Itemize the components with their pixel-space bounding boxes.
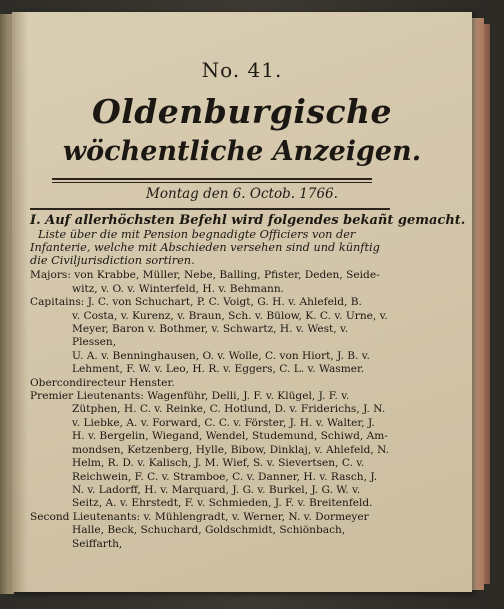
page-stack-edge: [472, 18, 484, 590]
entry-majors: [30, 269, 392, 296]
date-rule: [30, 208, 390, 210]
entry-line: U. A. v. Benninghausen, O. v. Wolle, C. von Hiort, J. B. v.: [72, 349, 370, 362]
entry-line: Capitains: J. C. von Schuchart, P. C. Voigt, G. H. v. Ahlefeld, B.: [30, 296, 362, 309]
entry-line: H. v. Bergelin, Wiegand, Wendel, Studemund, Schiwd, Am-: [72, 430, 388, 443]
entry-line: Second Lieutenants: v. Mühlengradt, v. Werner, N. v. Dormeyer: [30, 510, 369, 523]
entry-line: Majors: von Krabbe, Müller, Nebe, Balling, Pfister, Deden, Seide-: [30, 269, 380, 282]
issue-date: Montag den 6. Octob. 1766.: [146, 186, 338, 202]
entry-obercondirecteur: [30, 377, 392, 390]
entry-line: Lehment, F. W. v. Leo, H. R. v. Eggers, C. L. v. Wasmer.: [72, 363, 365, 376]
entry-line: Premier Lieutenants: Wagenführ, Delli, J. F. v. Klügel, J. F. v.: [30, 390, 350, 403]
entry-line: v. Liebke, A. v. Forward, C. C. v. Förster, J. H. v. Walter, J.: [72, 416, 375, 429]
entry-line: mondsen, Ketzenberg, Hylle, Bibow, Dinklaj, v. Ahlefeld, N.: [72, 443, 390, 456]
article-body: [30, 212, 466, 551]
page-stack-shadow: [484, 24, 490, 584]
entry-line: N. v. Ladorff, H. v. Marquard, J. G. v. Burkel, J. G. W. v.: [72, 483, 361, 496]
entry-line: v. Costa, v. Kurenz, v. Braun, Sch. v. Bülow, K. C. v. Urne, v.: [72, 309, 388, 322]
issue-number: No. 41.: [201, 58, 283, 82]
entry-second-lieutenants: [30, 511, 392, 551]
masthead-rule-thin: [52, 182, 372, 183]
entry-line: Halle, Beck, Schuchard, Goldschmidt, Schiönbach, Seiffarth,: [72, 524, 346, 550]
article-subheading: Liste über die mit Pension begnadigte Officiers von der Infanterie, welche mit Abschieden versehen sind und künftig die Civiljurisdiction sortiren.: [30, 228, 380, 268]
masthead-title: Oldenburgische: [91, 92, 393, 131]
entry-line: Helm, R. D. v. Kalisch, J. M. Wief, S. v. Sievertsen, C. v.: [72, 457, 365, 470]
entry-premier-lieutenants: [30, 390, 392, 511]
entry-line: Reichwein, F. C. v. Stramboe, C. v. Danner, H. v. Rasch, J.: [72, 470, 378, 483]
masthead-subtitle: wöchentliche Anzeigen.: [62, 136, 422, 167]
entry-line: Zütphen, H. C. v. Reinke, C. Hotlund, D. v. Friderichs, J. N.: [72, 403, 386, 416]
entry-capitains: [30, 296, 392, 376]
article-heading: I. Auf allerhöchsten Befehl wird folgendes bekañt gemacht.: [30, 213, 466, 228]
entry-line: Seitz, A. v. Ehrstedt, F. v. Schmieden, J. F. v. Breitenfeld.: [72, 497, 373, 510]
entry-line: Obercondirecteur Henster.: [30, 376, 175, 389]
masthead-rule: [52, 178, 372, 180]
entry-line: Meyer, Baron v. Bothmer, v. Schwartz, H. v. West, v. Plessen,: [72, 323, 349, 349]
entry-line: witz, v. O. v. Winterfeld, H. v. Behmann.: [72, 282, 285, 295]
newspaper-page: [12, 12, 472, 592]
